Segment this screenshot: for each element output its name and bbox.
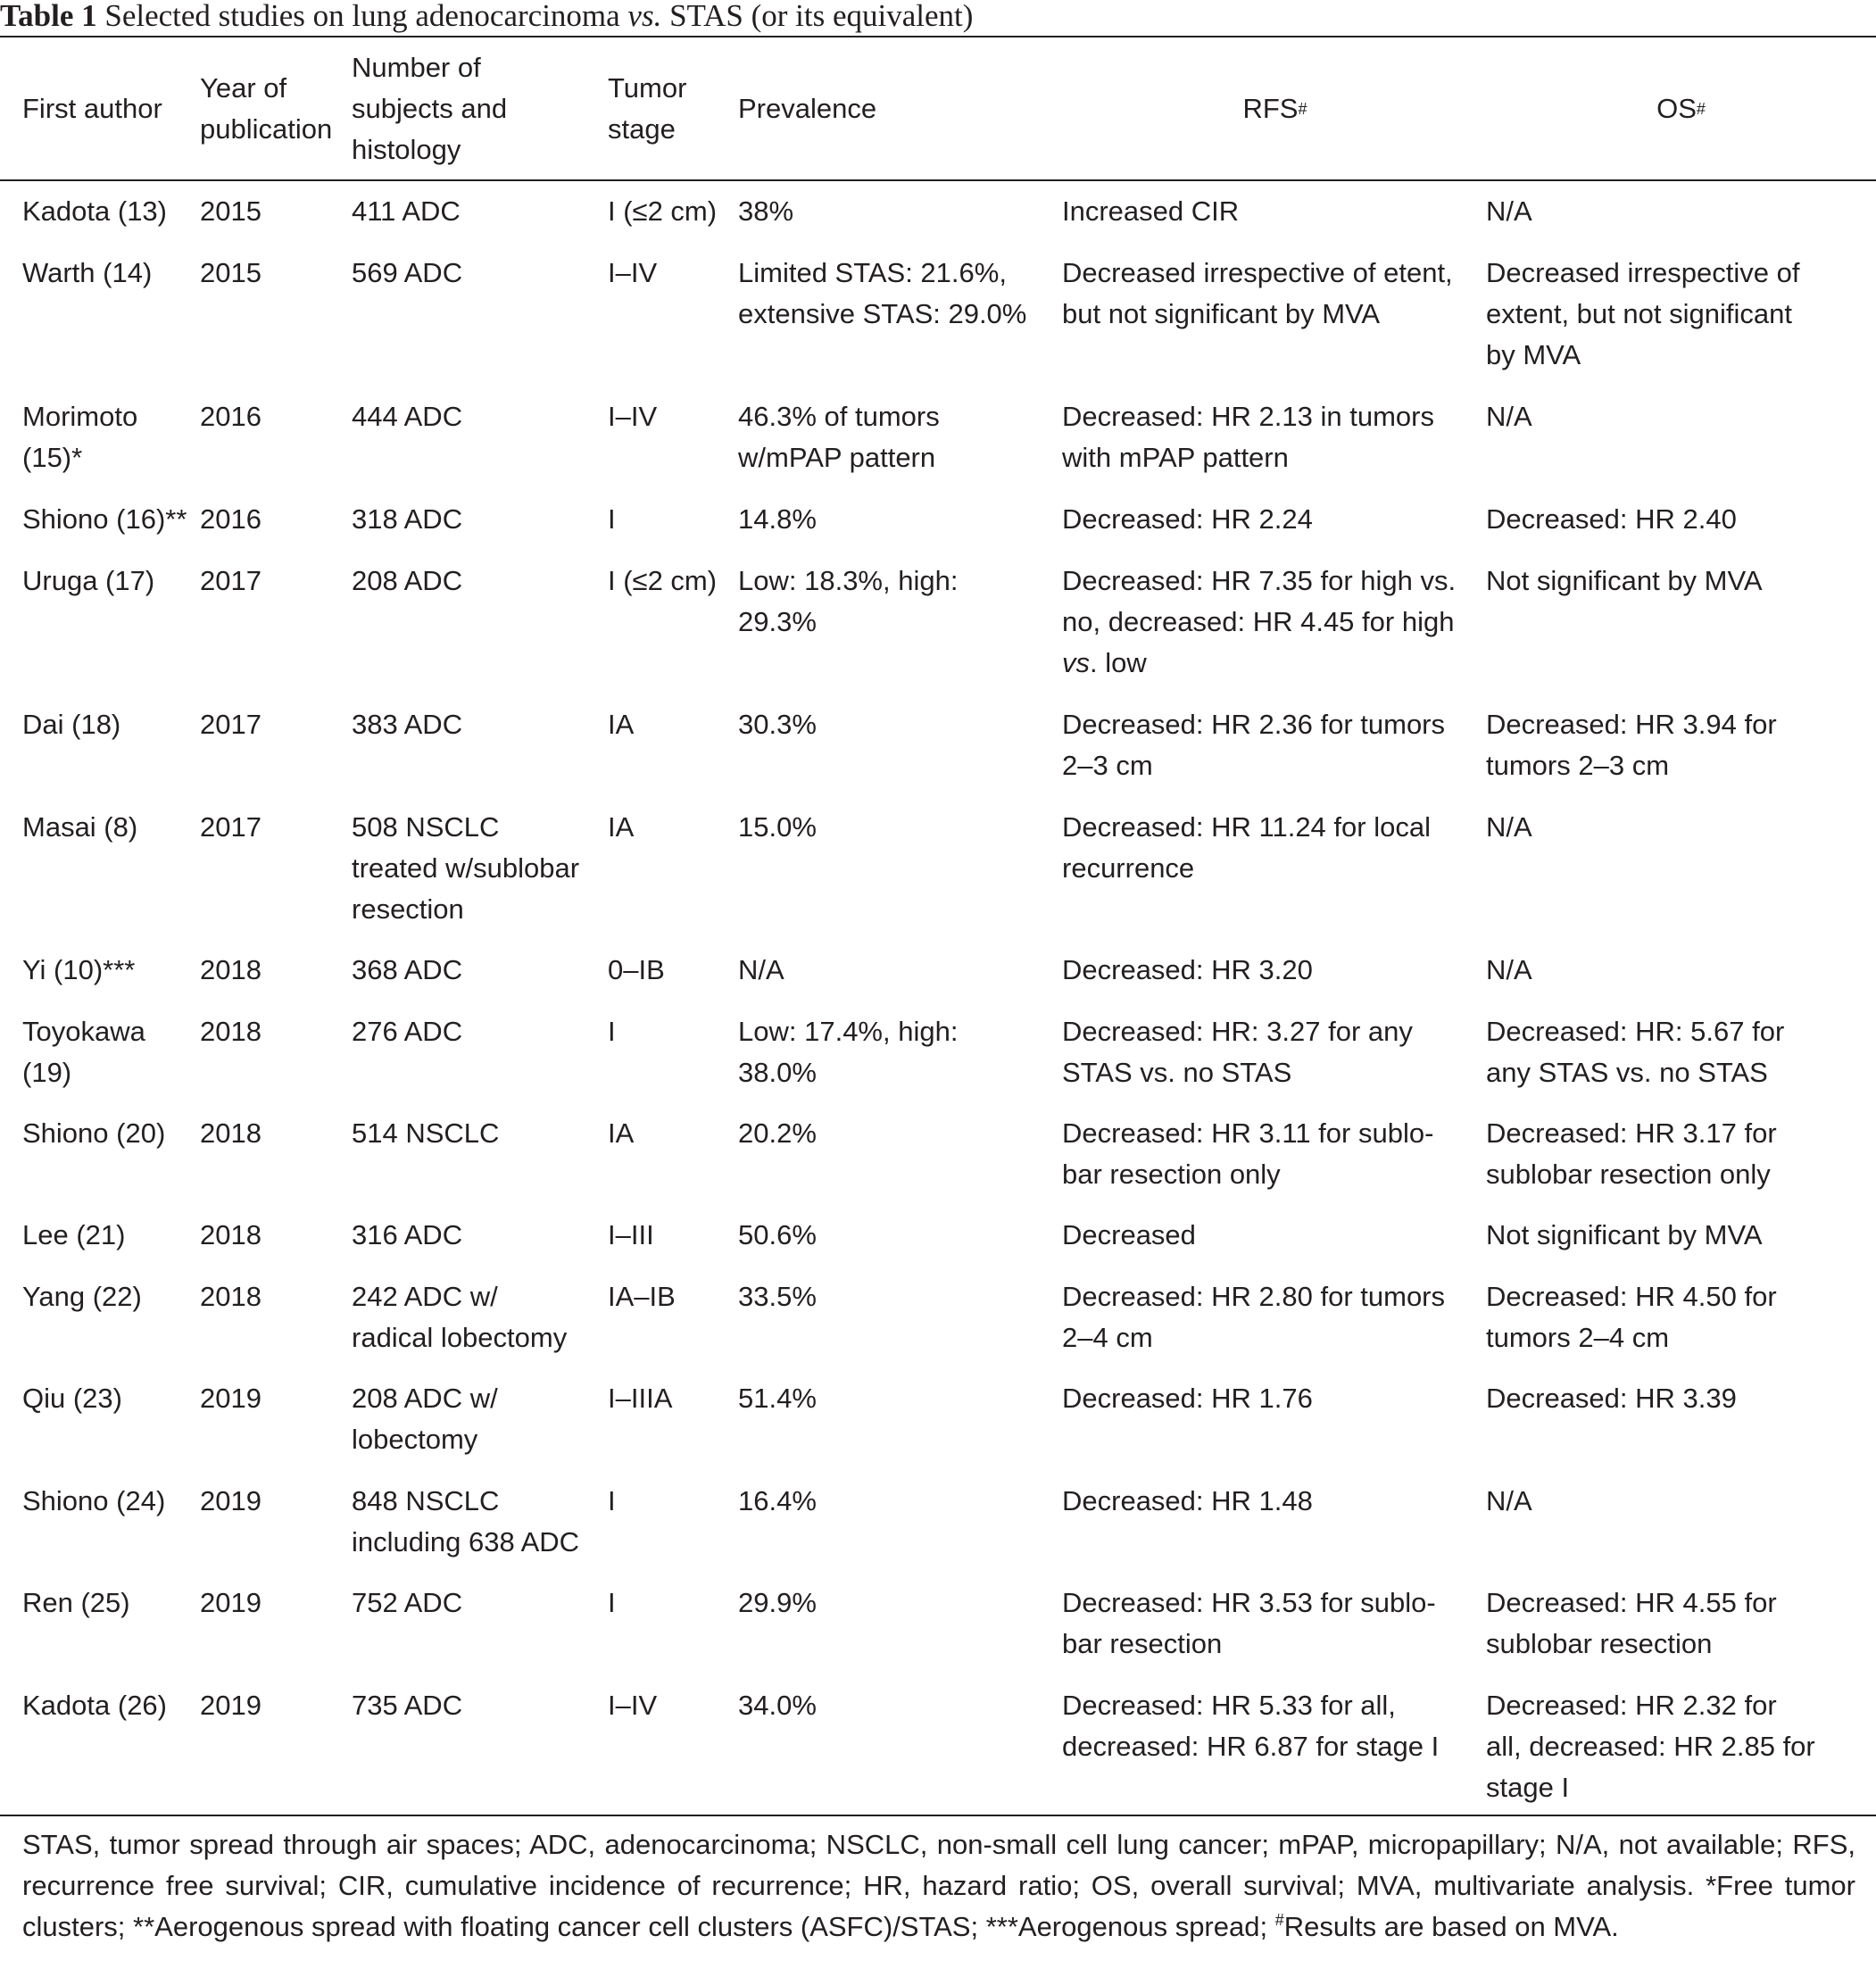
cell-subjects: 735 ADC [352, 1690, 463, 1721]
cell-prevalence: 46.3% of tumors w/mPAP pattern [738, 401, 940, 473]
cell-os: Decreased: HR 4.50 for tumors 2–4 cm [1486, 1281, 1777, 1353]
cell-rfs-text: Decreased: HR 7.35 for high vs. no, decreased: HR 4.45 for high [1062, 565, 1457, 637]
cell-prevalence: 34.0% [738, 1690, 817, 1721]
cell-os: N/A [1486, 1485, 1532, 1516]
header-prevalence: Prevalence [738, 92, 877, 124]
cell-stage: I [608, 1485, 616, 1516]
cell-stage: I [608, 1016, 616, 1047]
cell-subjects: 242 ADC w/ radical lobectomy [352, 1281, 568, 1353]
cell-author: Kadota (26) [22, 1690, 167, 1721]
footnote-text-end: Results are based on MVA. [1283, 1911, 1619, 1942]
cell-year: 2019 [200, 1690, 261, 1721]
cell-year: 2018 [200, 1219, 261, 1250]
cell-rfs: Decreased: HR: 3.27 for any STAS vs. no STAS [1062, 1016, 1413, 1088]
cell-stage: IA [608, 709, 635, 740]
cell-stage: IA [608, 1117, 635, 1149]
cell-os: Decreased irrespective of extent, but not significant by MVA [1486, 257, 1800, 370]
cell-rfs: Decreased: HR 3.20 [1062, 954, 1313, 985]
cell-subjects: 444 ADC [352, 401, 463, 432]
cell-prevalence: 50.6% [738, 1219, 817, 1250]
cell-prevalence: 16.4% [738, 1485, 817, 1516]
cell-year: 2017 [200, 811, 261, 843]
cell-year: 2017 [200, 565, 261, 596]
cell-rfs: Increased CIR [1062, 195, 1240, 227]
footnote-text: STAS, tumor spread through air spaces; ADC, adenocarcinoma; NSCLC, non-small cell lung cancer; mPAP, micropapillary; N/A, not available; RFS, recurrence free survival; CIR, cumulative incidence of recurrence; HR, hazard ratio; OS, overall survival; MVA, multivariate analysis. *Free tumor clusters; **Aerogenous spread with floating cancer cell clusters (ASFC)/STAS; ***Aerogenous spread; [22, 1829, 1855, 1942]
cell-year: 2018 [200, 1117, 261, 1149]
cell-stage: I (≤2 cm) [608, 565, 718, 596]
header-rule [0, 179, 1876, 181]
cell-stage: I–IIIA [608, 1383, 673, 1414]
cell-year: 2015 [200, 257, 261, 288]
cell-os: N/A [1486, 195, 1532, 227]
cell-author: Shiono (24) [22, 1485, 166, 1516]
cell-stage: I [608, 503, 616, 535]
cell-author: Uruga (17) [22, 565, 155, 596]
cell-prevalence: 14.8% [738, 503, 817, 535]
cell-os: Decreased: HR 3.39 [1486, 1383, 1737, 1414]
cell-year: 2016 [200, 503, 261, 535]
cell-prevalence: 33.5% [738, 1281, 817, 1312]
cell-author: Dai (18) [22, 709, 121, 740]
cell-stage: 0–IB [608, 954, 665, 985]
cell-rfs-text-end: . low [1090, 647, 1147, 678]
cell-rfs: Decreased: HR 3.53 for sublo- bar resection [1062, 1587, 1436, 1659]
cell-rfs [1062, 561, 1488, 684]
header-first-author: First author [22, 92, 162, 124]
cell-author: Ren (25) [22, 1587, 130, 1618]
cell-subjects: 368 ADC [352, 954, 463, 985]
cell-prevalence: 38% [738, 195, 794, 227]
cell-author: Yang (22) [22, 1281, 142, 1312]
cell-author: Qiu (23) [22, 1383, 122, 1414]
cell-rfs: Decreased: HR 5.33 for all, decreased: HR 6.87 for stage I [1062, 1690, 1440, 1762]
cell-rfs: Decreased [1062, 1219, 1196, 1250]
cell-year: 2018 [200, 954, 261, 985]
cell-year: 2019 [200, 1485, 261, 1516]
cell-subjects: 208 ADC w/ lobectomy [352, 1383, 498, 1455]
cell-rfs: Decreased: HR 11.24 for local recurrence [1062, 811, 1431, 884]
cell-subjects: 508 NSCLC treated w/sublobar resection [352, 811, 580, 925]
cell-subjects: 316 ADC [352, 1219, 463, 1250]
cell-year: 2016 [200, 401, 261, 432]
cell-os: N/A [1486, 401, 1532, 432]
cell-year: 2019 [200, 1587, 261, 1618]
cell-stage: I (≤2 cm) [608, 195, 718, 227]
cell-os: Decreased: HR 2.40 [1486, 503, 1737, 535]
header-year: Year of publication [200, 71, 333, 145]
cell-prevalence: 51.4% [738, 1383, 817, 1414]
bottom-rule [0, 1815, 1876, 1816]
cell-stage: I–IV [608, 257, 658, 288]
cell-subjects: 848 NSCLC including 638 ADC [352, 1485, 580, 1558]
header-subjects: Number of subjects and histology [352, 51, 508, 165]
cell-subjects: 752 ADC [352, 1587, 463, 1618]
cell-os: N/A [1486, 954, 1532, 985]
header-tumor-stage: Tumor stage [608, 71, 687, 145]
cell-stage: I [608, 1587, 616, 1618]
cell-year: 2018 [200, 1016, 261, 1047]
cell-prevalence: Low: 18.3%, high: 29.3% [738, 565, 959, 637]
cell-rfs: Decreased: HR 3.11 for sublo- bar resection only [1062, 1117, 1434, 1190]
cell-subjects: 318 ADC [352, 503, 463, 535]
cell-os: Decreased: HR: 5.67 for any STAS vs. no STAS [1486, 1016, 1785, 1088]
cell-prevalence: 30.3% [738, 709, 817, 740]
cell-os: Decreased: HR 2.32 for all, decreased: HR 2.85 for stage I [1486, 1690, 1815, 1803]
header-rfs: RFS # [1062, 37, 1488, 179]
cell-prevalence: N/A [738, 954, 784, 985]
caption-text-end: STAS (or its equivalent) [661, 0, 974, 33]
cell-rfs: Decreased: HR 2.13 in tumors with mPAP pattern [1062, 401, 1434, 473]
cell-author: Toyokawa (19) [22, 1016, 145, 1088]
cell-stage: I–III [608, 1219, 654, 1250]
header-os: OS # [1486, 37, 1876, 179]
cell-prevalence: Limited STAS: 21.6%, extensive STAS: 29.0% [738, 257, 1027, 329]
footnote-mark: # [1274, 1911, 1284, 1929]
cell-os: Not significant by MVA [1486, 565, 1763, 596]
cell-os: Decreased: HR 3.17 for sublobar resection only [1486, 1117, 1777, 1190]
cell-prevalence: Low: 17.4%, high: 38.0% [738, 1016, 959, 1088]
cell-os: Not significant by MVA [1486, 1219, 1763, 1250]
cell-stage: I–IV [608, 401, 658, 432]
cell-rfs: Decreased: HR 2.24 [1062, 503, 1313, 535]
cell-rfs: Decreased irrespective of etent, but not significant by MVA [1062, 257, 1453, 329]
caption-text: Selected studies on lung adenocarcinoma [96, 0, 628, 33]
cell-prevalence: 29.9% [738, 1587, 817, 1618]
caption-vs: vs. [627, 0, 662, 33]
cell-author: Kadota (13) [22, 195, 167, 227]
table-footnote [22, 1824, 1855, 1948]
cell-rfs: Decreased: HR 2.36 for tumors 2–3 cm [1062, 709, 1446, 781]
cell-os: Decreased: HR 3.94 for tumors 2–3 cm [1486, 709, 1777, 781]
cell-stage: I–IV [608, 1690, 658, 1721]
cell-year: 2019 [200, 1383, 261, 1414]
cell-year: 2017 [200, 709, 261, 740]
cell-subjects: 514 NSCLC [352, 1117, 500, 1149]
cell-author: Lee (21) [22, 1219, 126, 1250]
cell-author: Morimoto (15)* [22, 401, 138, 473]
cell-author: Warth (14) [22, 257, 153, 288]
cell-prevalence: 15.0% [738, 811, 817, 843]
cell-stage: IA–IB [608, 1281, 676, 1312]
cell-os: N/A [1486, 811, 1532, 843]
cell-prevalence: 20.2% [738, 1117, 817, 1149]
header-rfs-label: RFS [1242, 92, 1299, 124]
cell-rfs-vs: vs [1062, 647, 1090, 678]
cell-subjects: 569 ADC [352, 257, 463, 288]
cell-year: 2018 [200, 1281, 261, 1312]
table-caption [0, 0, 973, 36]
cell-author: Shiono (16)** [22, 503, 187, 535]
cell-subjects: 208 ADC [352, 565, 463, 596]
header-os-label: OS [1656, 92, 1697, 124]
cell-author: Masai (8) [22, 811, 138, 843]
cell-author: Shiono (20) [22, 1117, 166, 1149]
cell-subjects: 276 ADC [352, 1016, 463, 1047]
cell-subjects: 411 ADC [352, 195, 461, 227]
cell-author: Yi (10)*** [22, 954, 136, 985]
cell-os: Decreased: HR 4.55 for sublobar resection [1486, 1587, 1777, 1659]
cell-rfs: Decreased: HR 1.48 [1062, 1485, 1313, 1516]
cell-year: 2015 [200, 195, 261, 227]
cell-stage: IA [608, 811, 635, 843]
cell-rfs: Decreased: HR 1.76 [1062, 1383, 1313, 1414]
cell-subjects: 383 ADC [352, 709, 463, 740]
cell-rfs: Decreased: HR 2.80 for tumors 2–4 cm [1062, 1281, 1446, 1353]
table-label: Table 1 [0, 0, 97, 33]
